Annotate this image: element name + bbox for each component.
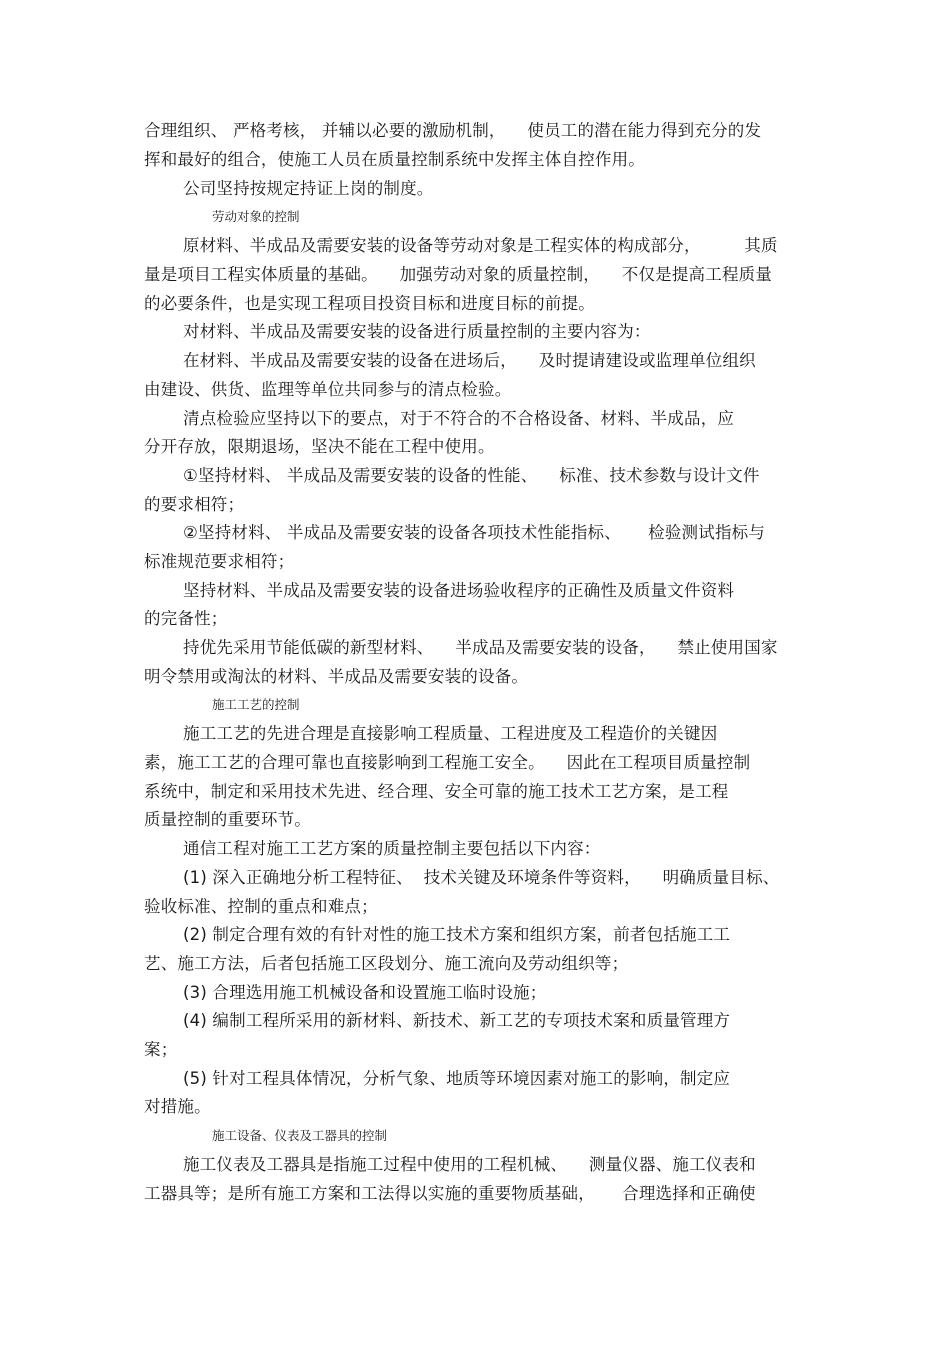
paragraph-line: 由建设、供货、监理等单位共同参与的清点检验。 [144, 380, 512, 399]
paragraph-line: 挥和最好的组合，使施工人员在质量控制系统中发挥主体自控作用。 [144, 150, 645, 169]
paragraph-line: 量是项目工程实体质量的基础。 加强劳动对象的质量控制， 不仅是提高工程质量 [144, 265, 773, 284]
paragraph-line: (5) 针对工程具体情况，分析气象、地质等环境因素对施工的影响，制定应 [183, 1069, 731, 1088]
paragraph-line: 质量控制的重要环节。 [144, 810, 311, 829]
paragraph-line: 明令禁用或淘汰的材料、半成品及需要安装的设备。 [144, 667, 529, 686]
paragraph-line: 对措施。 [144, 1097, 211, 1116]
paragraph-line: 工器具等；是所有施工方案和工法得以实施的重要物质基础， 合理选择和正确使 [144, 1184, 756, 1203]
paragraph-line: 坚持材料、半成品及需要安装的设备进场验收程序的正确性及质量文件资料 [183, 581, 735, 600]
paragraph-line: 系统中，制定和采用技术先进、经合理、安全可靠的施工技术工艺方案，是工程 [144, 782, 729, 801]
paragraph-line: 原材料、半成品及需要安装的设备等劳动对象是工程实体的构成部分， 其质 [183, 236, 778, 255]
paragraph-line: 施工仪表及工器具是指施工过程中使用的工程机械、 测量仪器、施工仪表和 [183, 1155, 756, 1174]
paragraph-line: 分开存放，限期退场，坚决不能在工程中使用。 [144, 437, 495, 456]
paragraph-line: 验收标准、控制的重点和难点； [144, 897, 378, 916]
paragraph-line: 的必要条件，也是实现工程项目投资目标和进度目标的前提。 [144, 294, 595, 313]
paragraph-line: 标准规范要求相符； [144, 552, 295, 571]
paragraph-line: 在材料、半成品及需要安装的设备在进场后， 及时提请建设或监理单位组织 [183, 351, 756, 370]
paragraph-line: 清点检验应坚持以下的要点，对于不符合的不合格设备、材料、半成品，应 [183, 409, 735, 428]
paragraph-line: 案； [144, 1040, 178, 1059]
paragraph-line: 合理组织、 严格考核， 并辅以必要的激励机制， 使员工的潜在能力得到充分的发 [144, 121, 762, 140]
paragraph-line: (2) 制定合理有效的有针对性的施工技术方案和组织方案，前者包括施工工 [183, 925, 731, 944]
paragraph-line: 对材料、半成品及需要安装的设备进行质量控制的主要内容为： [183, 322, 651, 341]
paragraph-line: 素，施工工艺的合理可靠也直接影响到工程施工安全。 因此在工程项目质量控制 [144, 753, 751, 772]
paragraph-line: 艺、施工方法，后者包括施工区段划分、施工流向及劳动组织等； [144, 954, 629, 973]
paragraph-line: (4) 编制工程所采用的新材料、新技术、新工艺的专项技术案和质量管理方 [183, 1011, 731, 1030]
paragraph-line: ①坚持材料、 半成品及需要安装的设备的性能、 标准、技术参数与设计文件 [183, 466, 760, 485]
section-heading: 施工设备、仪表及工器具的控制 [212, 1128, 388, 1143]
section-heading: 劳动对象的控制 [212, 209, 300, 224]
paragraph-line: 的完备性； [144, 609, 228, 628]
paragraph-line: (3) 合理选用施工机械设备和设置施工临时设施； [183, 983, 547, 1002]
paragraph-line: 通信工程对施工工艺方案的质量控制主要包括以下内容： [183, 839, 601, 858]
paragraph-line: 持优先采用节能低碳的新型材料、 半成品及需要安装的设备， 禁止使用国家 [183, 638, 778, 657]
paragraph-line: ②坚持材料、 半成品及需要安装的设备各项技术性能指标、 检验测试指标与 [183, 523, 766, 542]
paragraph-line: 公司坚持按规定持证上岗的制度。 [183, 179, 434, 198]
paragraph-line: (1) 深入正确地分析工程特征、 技术关键及环境条件等资料， 明确质量目标、 [183, 868, 780, 887]
paragraph-line: 施工工艺的先进合理是直接影响工程质量、工程进度及工程造价的关键因 [183, 724, 718, 743]
section-heading: 施工工艺的控制 [212, 697, 300, 712]
paragraph-line: 的要求相符； [144, 495, 245, 514]
